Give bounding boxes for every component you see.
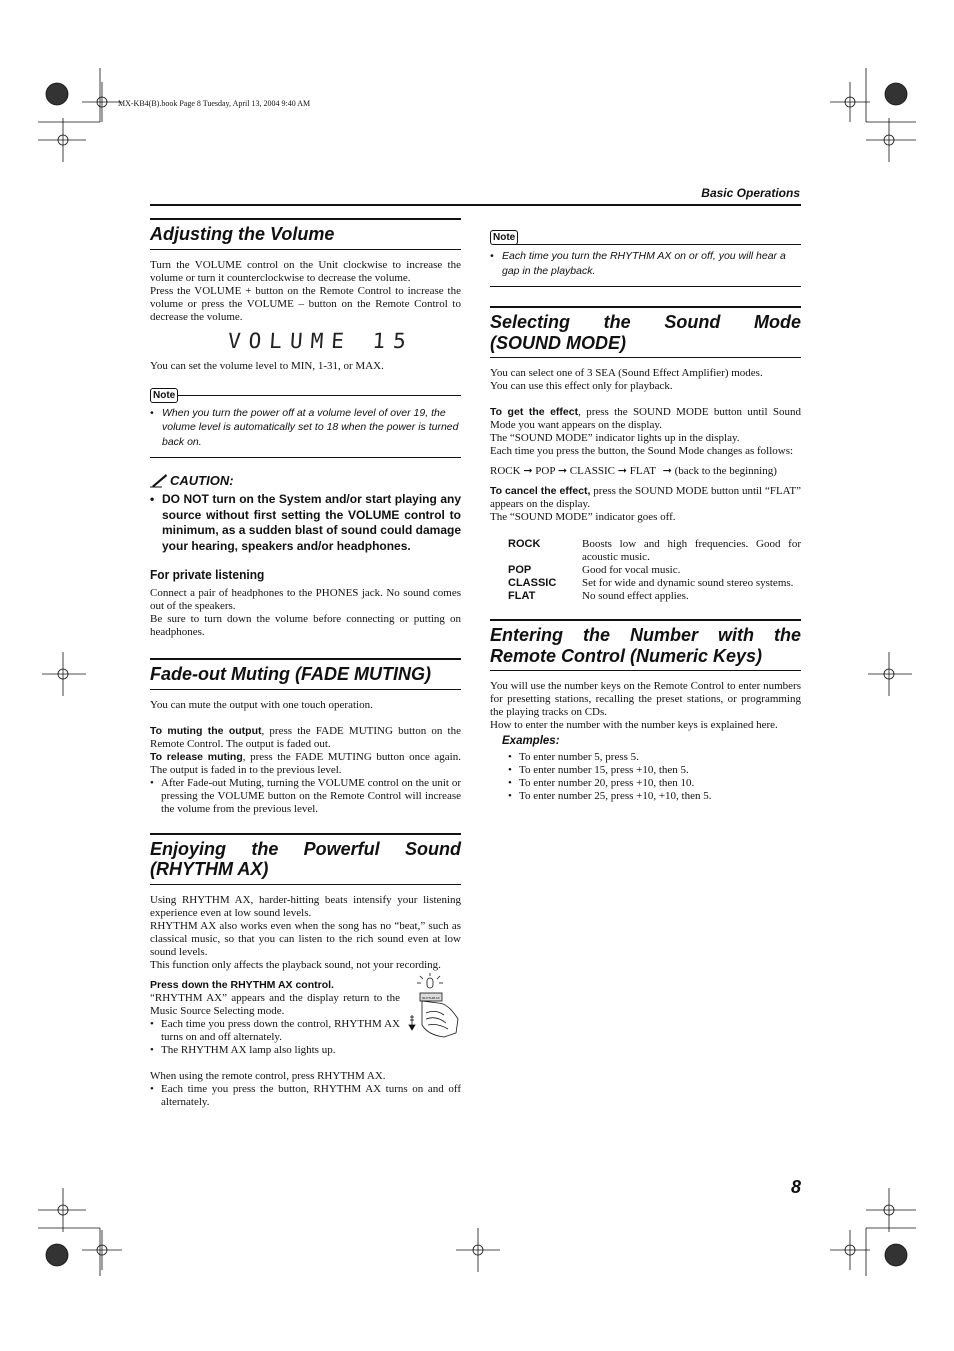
- private-p1: Connect a pair of headphones to the PHONES jack. No sound comes out of the speakers.: [150, 587, 461, 613]
- rhythm-title-line1: Enjoying the Powerful Sound: [150, 838, 461, 859]
- mode-name: FLAT: [508, 590, 536, 602]
- volume-section: Adjusting the Volume Turn the VOLUME control on the Unit clockwise to increase the volume or turn it counterclockwise to decrease the volume. Press the VOLUME + button on the Remote Control to increase the volume or press the VOLUME – button on the Remote Control to decrease the volume. VOLUME 15 You can set the volume level to MIN, 1-31, or MAX. Note • When you turn the power off at a volume level of over 19, the volume level is automatically set to 18 when the power is turned back on. CAUTION: • DO NOT turn on the System and/or start playing any source without first setting the VOLUME control to minimum, as a sudden blast of sound could damage your hearing, speakers and/or headphones. For private listening Connect a pair of headphones to the PHONES jack. No sound comes out of the speakers. Be sure to turn down the volume before connecting or putting on headphones.: [150, 218, 461, 639]
- cancel-effect-text: press the SOUND MODE button until “FLAT” appears on the display.: [490, 485, 802, 510]
- cancel-effect-label: To cancel the effect,: [490, 485, 591, 497]
- example-item: • To enter number 25, press +10, +10, then 5.: [508, 790, 801, 803]
- numeric-p1: You will use the number keys on the Remote Control to enter numbers for presetting stations, recalling the preset stations, or programming the playing tracks on CDs.: [490, 680, 801, 718]
- numeric-title-line2: Remote Control (Numeric Keys): [490, 645, 763, 666]
- cycle-rock: ROCK: [490, 465, 521, 477]
- header-rule: [150, 204, 801, 206]
- fade-section: [150, 658, 461, 816]
- rhythm-note: Note • Each time you turn the RHYTHM AX on or off, you will hear a gap in the playback.: [490, 228, 801, 287]
- fade-mute-text: , press the FADE MUTING button on the Remote Control. The output is faded out.: [150, 724, 461, 750]
- mode-desc: Boosts low and high frequencies. Good for acoustic music.: [582, 538, 801, 563]
- example-item: • To enter number 20, press +10, then 10.: [508, 777, 801, 790]
- sound-mode-section: [490, 306, 801, 603]
- sound-mode-table: [490, 538, 801, 603]
- fade-intro: You can mute the output with one touch operation.: [150, 698, 373, 711]
- arrow-icon: ➞: [557, 465, 568, 477]
- rhythm-ax-knob-illustration: [408, 973, 460, 1047]
- cycle-text: Each time you press the button, the Sound Mode changes as follows:: [490, 445, 794, 457]
- rhythm-p3: This function only affects the playback sound, not your recording.: [150, 958, 441, 971]
- cycle-classic: CLASSIC: [569, 465, 616, 477]
- rhythm-bullets: [150, 1018, 400, 1057]
- mode-name: CLASSIC: [508, 577, 557, 589]
- page-number: 8: [790, 1177, 801, 1197]
- indicator-off-text: The “SOUND MODE” indicator goes off.: [490, 511, 676, 523]
- rhythm-press-text: “RHYTHM AX” appears and the display return to the Music Source Selecting mode.: [150, 991, 400, 1017]
- indicator-on-text: The “SOUND MODE” indicator lights up in the display.: [490, 432, 740, 444]
- sound-mode-p1: You can select one of 3 SEA (Sound Effect Amplifier) modes.: [490, 367, 763, 379]
- arrow-icon: ➞: [617, 465, 627, 477]
- rhythm-p1: Using RHYTHM AX, harder-hitting beats intensify your listening experience even at low sound levels.: [150, 893, 461, 919]
- fade-title: Fade-out Muting (FADE MUTING): [150, 664, 431, 685]
- rhythm-bullet-1: • Each time you press down the control, RHYTHM AX turns on and off alternately.: [150, 1018, 400, 1044]
- mode-row: [490, 577, 801, 590]
- mode-cycle: [490, 465, 801, 478]
- right-column: [490, 228, 801, 803]
- caution-label: CAUTION:: [170, 472, 234, 488]
- example-item: • To enter number 15, press +10, then 5.: [508, 764, 801, 777]
- mode-desc: Good for vocal music.: [582, 564, 681, 576]
- section-header: Basic Operations: [701, 186, 800, 200]
- rhythm-bullet-2: • The RHYTHM AX lamp also lights up.: [150, 1044, 400, 1057]
- volume-p1: Turn the VOLUME control on the Unit clockwise to increase the volume or turn it counterclockwise to decrease the volume.: [150, 258, 461, 284]
- rhythm-p2: RHYTHM AX also works even when the song has no “beat,” such as classical music, so that you can listen to the rich sound even at low sound levels.: [150, 919, 461, 958]
- volume-levels: You can set the volume level to MIN, 1-31, or MAX.: [150, 359, 384, 372]
- mode-name: ROCK: [508, 538, 541, 550]
- numeric-p2: How to enter the number with the number keys is explained here.: [490, 719, 778, 731]
- arrow-icon: ➞: [523, 465, 533, 477]
- rhythm-note-text: Each time you turn the RHYTHM AX on or off, you will hear a gap in the playback.: [502, 250, 786, 277]
- fade-release-text: , press the FADE MUTING button once again. The output is faded in to the previous level.: [150, 750, 461, 776]
- cycle-back: (back to the beginning): [674, 465, 777, 477]
- volume-display: VOLUME 15: [227, 328, 415, 353]
- mode-row: [490, 590, 801, 603]
- rhythm-title-line2: (RHYTHM AX): [150, 859, 269, 880]
- numeric-section: [490, 619, 801, 803]
- sound-mode-p2: You can use this effect only for playback.: [490, 380, 673, 392]
- rhythm-ax-knob-label: RHYTHM AX: [422, 995, 440, 1000]
- private-p2: Be sure to turn down the volume before connecting or putting on headphones.: [150, 613, 461, 639]
- get-effect-label: To get the effect: [490, 406, 579, 418]
- caution-pen-icon: [150, 472, 168, 488]
- rhythm-remote-bullet: • Each time you press the button, RHYTHM AX turns on and off alternately.: [150, 1083, 461, 1109]
- volume-note: When you turn the power off at a volume level of over 19, the volume level is automatically set to 18 when the power is turned back on.: [162, 406, 459, 448]
- get-effect-text: , press the SOUND MODE button until Sound Mode you want appears on the display.: [490, 406, 802, 431]
- mode-desc: No sound effect applies.: [582, 590, 689, 602]
- examples-list: [508, 751, 801, 803]
- example-item: • To enter number 5, press 5.: [508, 751, 801, 764]
- mode-name: POP: [508, 564, 532, 576]
- fade-bullets: [150, 777, 461, 816]
- volume-p2: Press the VOLUME + button on the Remote Control to increase the volume or press the VOLUME – button on the Remote Control to decrease the volume.: [150, 284, 461, 323]
- rhythm-section: [150, 833, 461, 1109]
- note-icon: Note: [150, 388, 178, 403]
- volume-title: Adjusting the Volume: [150, 224, 335, 244]
- mode-row: [490, 538, 801, 564]
- arrow-icon: ➞: [662, 465, 672, 477]
- caution-text: DO NOT turn on the System and/or start playing any source without first setting the VOLUME control to minimum, as a sudden blast of sound could damage your hearing, speakers and/or headphones.: [162, 492, 461, 553]
- left-column: [150, 218, 461, 1109]
- cycle-pop: POP: [535, 465, 556, 477]
- fade-mute-label: To muting the output: [150, 724, 262, 737]
- file-info: MX-KB4(B).book Page 8 Tuesday, April 13, 2004 9:40 AM: [118, 99, 311, 108]
- rhythm-remote-text: When using the remote control, press RHYTHM AX.: [150, 1069, 386, 1082]
- private-title: For private listening: [150, 567, 265, 583]
- sound-mode-title-line1: Selecting the Sound Mode: [490, 312, 801, 332]
- sound-mode-title-line2: (SOUND MODE): [490, 332, 626, 353]
- mode-row: [490, 564, 801, 577]
- note-icon: Note: [490, 230, 518, 245]
- cycle-flat: FLAT: [629, 465, 656, 477]
- rhythm-press-label: Press down the RHYTHM AX control.: [150, 978, 334, 991]
- numeric-title-line1: Entering the Number with the: [490, 625, 801, 645]
- examples-label: Examples:: [502, 735, 560, 747]
- mode-desc: Set for wide and dynamic sound stereo systems.: [582, 577, 794, 589]
- fade-bullet: • After Fade-out Muting, turning the VOLUME control on the unit or pressing the VOLUME button on the Remote Control will increase the volume from the previous level.: [150, 777, 461, 816]
- rhythm-remote-bullets: [150, 1083, 461, 1109]
- fade-release-label: To release muting: [150, 750, 243, 763]
